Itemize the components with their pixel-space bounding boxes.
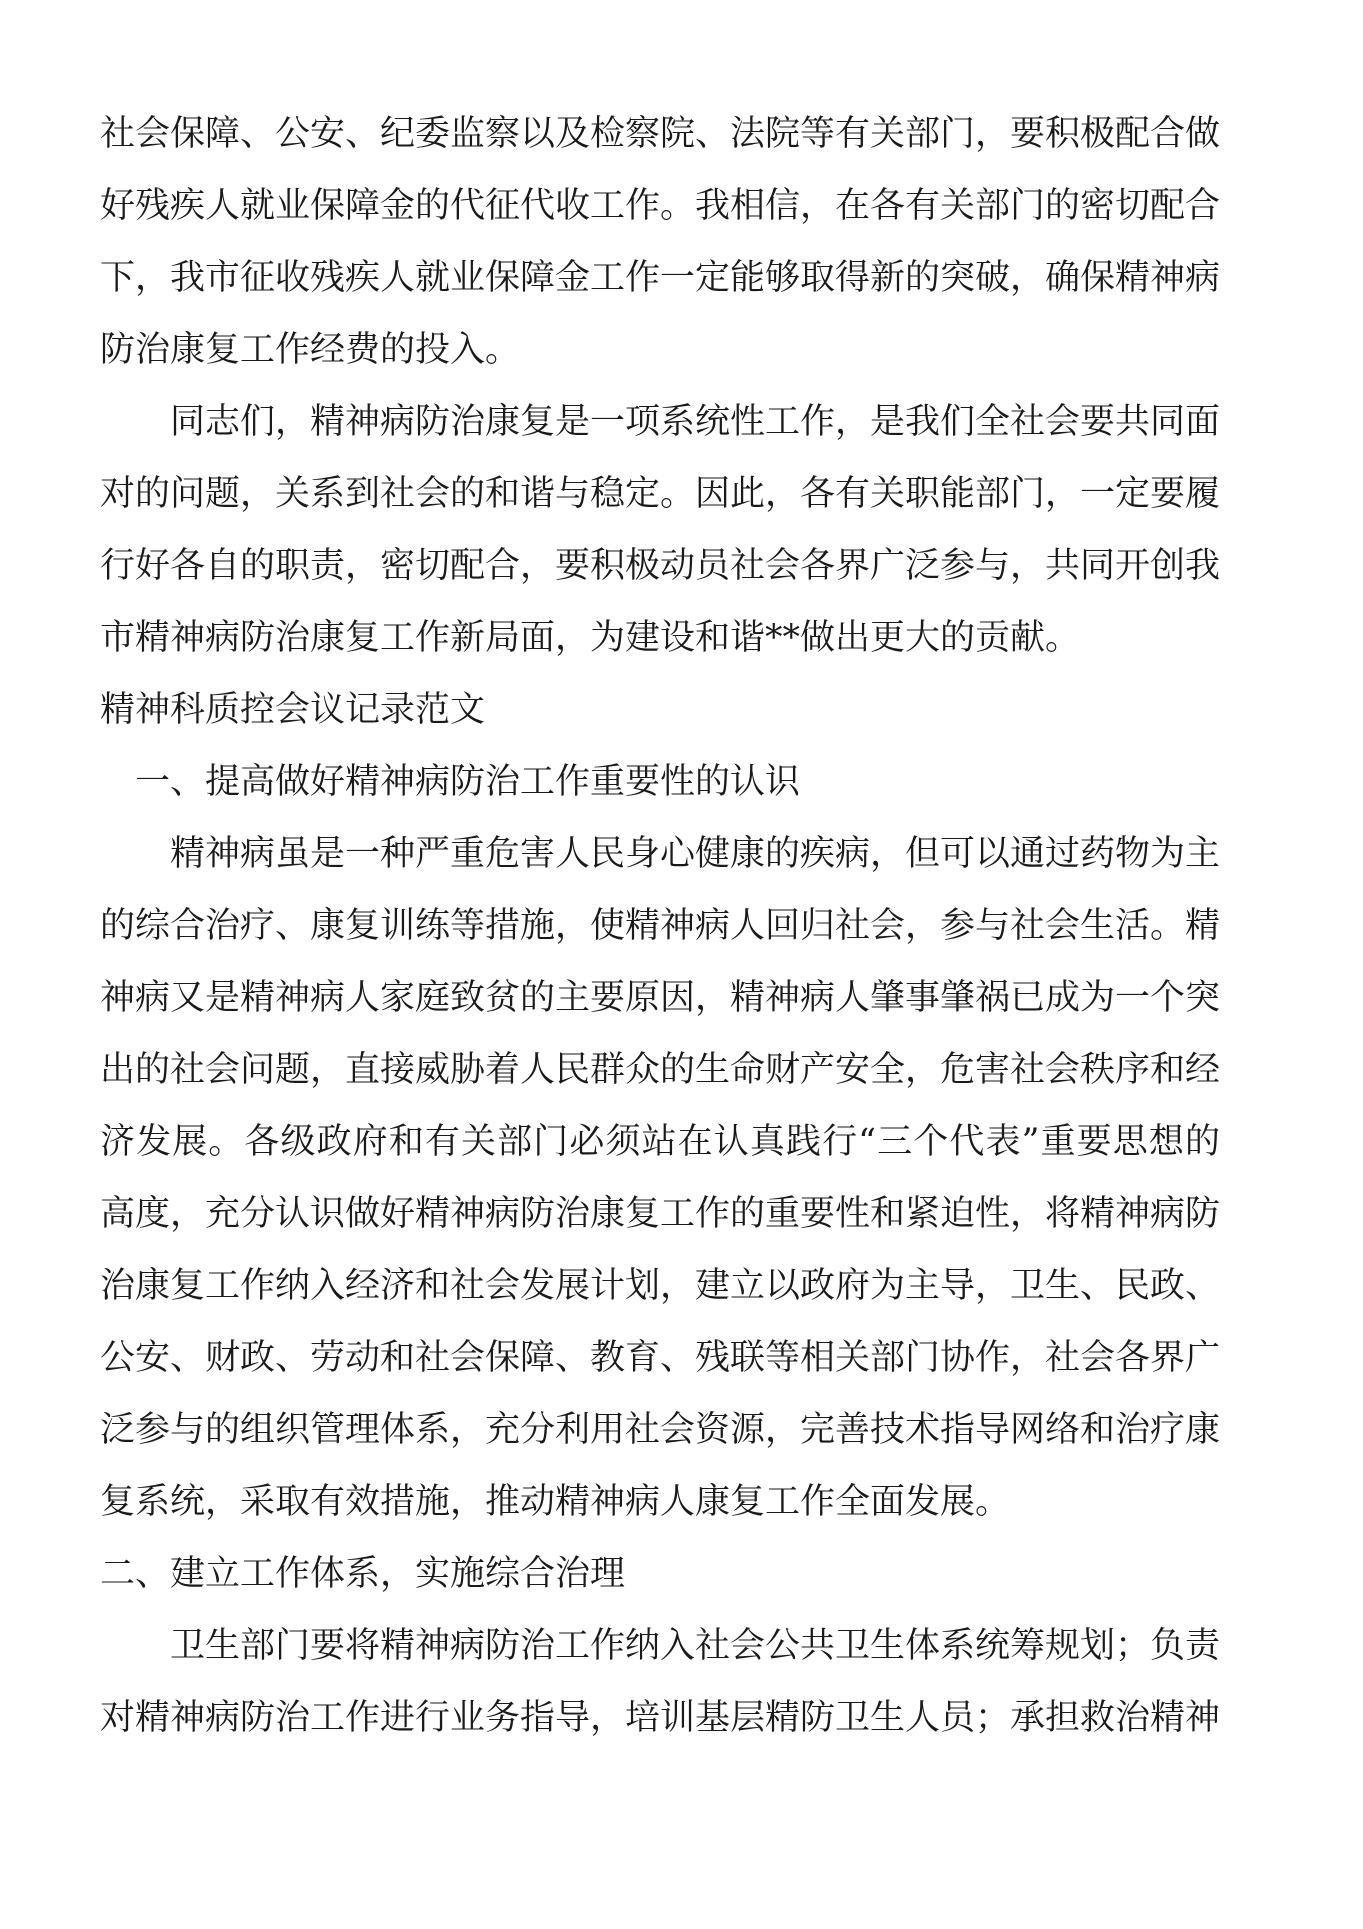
body-text-line: 公安、财政、劳动和社会保障、教育、残联等相关部门协作，社会各界广 bbox=[100, 1338, 1221, 1378]
body-text-line: 市精神病防治康复工作新局面，为建设和谐**做出更大的贡献。 bbox=[100, 618, 1081, 658]
body-text-line: 泛参与的组织管理体系，充分利用社会资源，完善技术指导网络和治疗康 bbox=[100, 1410, 1221, 1450]
body-text-line: 对精神病防治工作进行业务指导，培训基层精防卫生人员；承担救治精神 bbox=[100, 1698, 1221, 1738]
paragraph-first-line: 卫生部门要将精神病防治工作纳入社会公共卫生体系统筹规划；负责 bbox=[170, 1626, 1221, 1666]
body-text-line: 好残疾人就业保障金的代征代收工作。我相信，在各有关部门的密切配合 bbox=[100, 186, 1221, 226]
body-text-line: 复系统，采取有效措施，推动精神病人康复工作全面发展。 bbox=[100, 1482, 1011, 1522]
body-text-line: 下，我市征收残疾人就业保障金工作一定能够取得新的突破，确保精神病 bbox=[100, 258, 1221, 298]
paragraph-first-line: 精神病虽是一种严重危害人民身心健康的疾病，但可以通过药物为主 bbox=[170, 834, 1221, 874]
body-text-line: 神病又是精神病人家庭致贫的主要原因，精神病人肇事肇祸已成为一个突 bbox=[100, 978, 1221, 1018]
document-title: 精神科质控会议记录范文 bbox=[100, 690, 486, 730]
body-text-line: 出的社会问题，直接威胁着人民群众的生命财产安全，危害社会秩序和经 bbox=[100, 1050, 1221, 1090]
body-text-line: 社会保障、公安、纪委监察以及检察院、法院等有关部门，要积极配合做 bbox=[100, 114, 1221, 154]
body-text-line: 济发展。各级政府和有关部门必须站在认真践行“三个代表”重要思想的 bbox=[100, 1122, 1220, 1162]
body-text-line: 的综合治疗、康复训练等措施，使精神病人回归社会，参与社会生活。精 bbox=[100, 906, 1221, 946]
section-heading-2: 二、建立工作体系，实施综合治理 bbox=[100, 1554, 626, 1594]
section-heading-1: 一、提高做好精神病防治工作重要性的认识 bbox=[135, 762, 801, 802]
body-text-line: 防治康复工作经费的投入。 bbox=[100, 330, 521, 370]
body-text-line: 行好各自的职责，密切配合，要积极动员社会各界广泛参与，共同开创我 bbox=[100, 546, 1221, 586]
body-text-line: 高度，充分认识做好精神病防治康复工作的重要性和紧迫性，将精神病防 bbox=[100, 1194, 1221, 1234]
body-text-line: 治康复工作纳入经济和社会发展计划，建立以政府为主导，卫生、民政、 bbox=[100, 1266, 1221, 1306]
paragraph-first-line: 同志们，精神病防治康复是一项系统性工作，是我们全社会要共同面 bbox=[170, 402, 1221, 442]
body-text-line: 对的问题，关系到社会的和谐与稳定。因此，各有关职能部门，一定要履 bbox=[100, 474, 1221, 514]
